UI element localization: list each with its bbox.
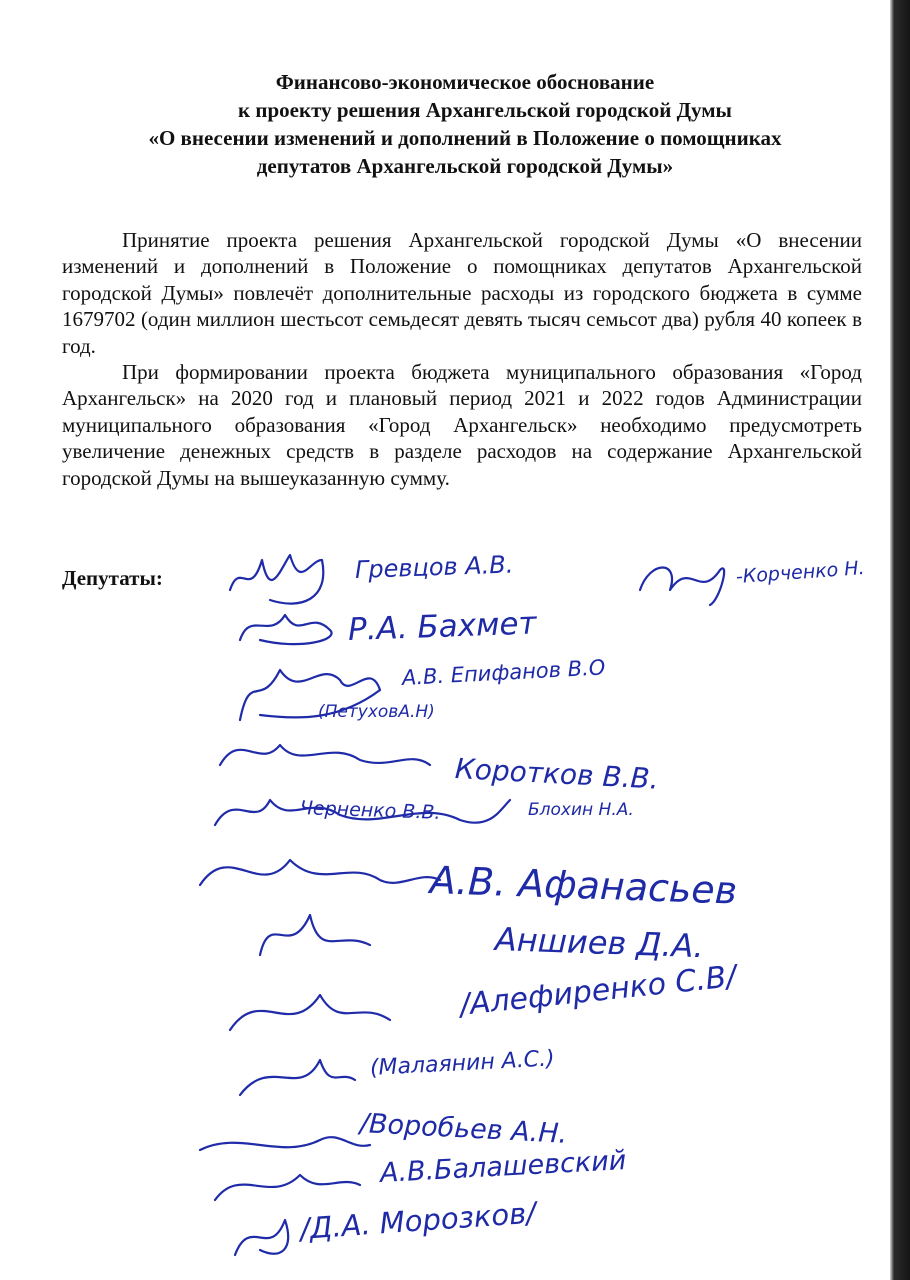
signature-name: Аншиев Д.А.	[494, 920, 705, 966]
signature-name: /Алефиренко С.В/	[458, 959, 739, 1023]
signature-name: А.В.Балашевский	[379, 1145, 627, 1189]
signature-name: (ПетуховА.Н)	[318, 702, 435, 722]
signature-name: Р.А. Бахмет	[347, 605, 538, 648]
title-line: к проекту решения Архангельской городской Думы	[238, 98, 732, 122]
deputies-label: Депутаты:	[62, 566, 163, 590]
signature-name: /Воробьев А.Н.	[359, 1108, 568, 1150]
title-line: депутатов Архангельской городской Думы»	[256, 154, 674, 178]
paragraph: Принятие проекта решения Архангельской городской Думы «О внесении изменений и дополнений в Положение о помощниках депутатов Архангельской городской Думы» повлечёт дополнительные расходы из городского бюджета в сумме 1679702 (один миллион шестьсот семьдесят девять тысяч семьсот два) рубля 40 копеек в год.	[62, 228, 862, 358]
signature-scribble	[215, 1175, 360, 1200]
signature-scribble	[240, 615, 332, 644]
signature-scribble	[200, 860, 440, 885]
signature-name: Черненко В.В.	[299, 797, 441, 824]
signature-name: (Малаянин А.С.)	[369, 1046, 556, 1081]
signature-scribble	[230, 555, 323, 604]
signature-scribble	[200, 1137, 370, 1150]
signature-scribble	[240, 1060, 355, 1095]
signature-name: -Корченко Н.	[735, 557, 866, 588]
signature-scribble	[220, 745, 430, 765]
title-line: Финансово-экономическое обоснование	[275, 70, 655, 94]
signature-scribble	[260, 915, 370, 955]
title-line: «О внесении изменений и дополнений в Положение о помощниках	[148, 126, 782, 150]
signature-scribble	[640, 568, 724, 606]
signature-name: /Д.А. Морозков/	[298, 1195, 538, 1246]
paragraph: При формировании проекта бюджета муниципального образования «Город Архангельск» на 2020 год и плановый период 2021 и 2022 годов Администрации муниципального образования «Город Архангельск» необходимо предусмотреть увеличение денежных средств в разделе расходов на содержание Архангельской городской Думы на вышеуказанную сумму.	[62, 360, 862, 490]
signature-scribble	[230, 995, 390, 1030]
signature-name: Коротков В.В.	[454, 752, 660, 796]
signature-name: Гревцов А.В.	[354, 550, 514, 584]
signature-name: А.В. Епифанов В.О	[401, 655, 606, 690]
signature-name: Блохин Н.А.	[528, 800, 634, 820]
signature-scribble	[235, 1220, 288, 1255]
signature-name: А.В. Афанасьев	[429, 858, 738, 913]
